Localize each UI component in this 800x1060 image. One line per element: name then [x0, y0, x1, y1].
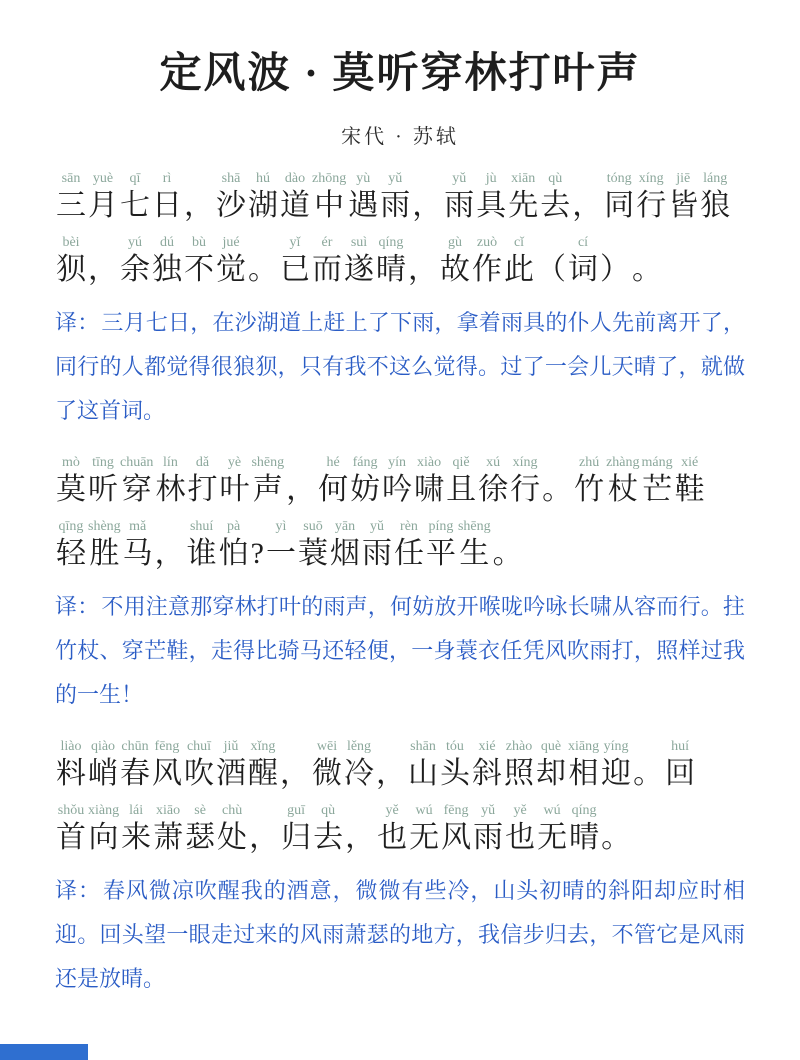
translation-label: 译： — [55, 878, 101, 903]
poem-line-preface-2: 狈bèi， 余yú独dú不bù觉jué。 已yǐ而ér遂suì晴qíng， 故gù作zuò此cǐ（ 词cí） 。 — [56, 235, 662, 286]
poem-title: 定风波 · 莫听穿林打叶声 — [159, 51, 641, 97]
stanza1-section — [55, 455, 745, 569]
poem-line-stanza2-2: 首shǒu向xiàng来lái萧xiāo瑟sè处chù， 归guī去qù， 也yě无wú风fēng雨yǔ也yě无wú晴qíng。 — [56, 803, 632, 854]
translation-preface — [55, 301, 745, 433]
poem-line-preface-1: 三sān月yuè七qī日rì， 沙shā湖hú道dào中zhōng遇yù雨yǔ， 雨yǔ具jù先xiān去qù， 同tóng行xíng皆jiē狼láng — [56, 171, 731, 222]
translation-text: 不用注意那穿林打叶的雨声，何妨放开喉咙吟咏长啸从容而行。拄竹杖、穿芒鞋，走得比骑马还轻便，一身蓑衣任凭风吹雨打，照样过我的一生！ — [55, 594, 745, 707]
translation-label: 译： — [55, 594, 100, 619]
translation-text: 三月七日，在沙湖道上赶上了下雨，拿着雨具的仆人先前离开了，同行的人都觉得很狼狈，只有我不这么觉得。过了一会儿天晴了，就做了这首词。 — [55, 310, 745, 423]
bottom-left-blue-bar — [0, 1044, 88, 1060]
translation-text: 春风微凉吹醒我的酒意，微微有些冷，山头初晴的斜阳却应时相迎。回头望一眼走过来的风雨萧瑟的地方，我信步归去，不管它是风雨还是放晴。 — [55, 878, 745, 991]
preface-section — [55, 171, 745, 285]
poem-author: 宋代 · 苏轼 — [341, 126, 459, 148]
stanza2-section — [55, 739, 745, 853]
translation-label: 译： — [55, 310, 100, 335]
translation-stanza2 — [55, 869, 745, 1001]
poem-line-stanza1-1: 莫mò听tīng穿chuān林lín打dǎ叶yè声shēng， 何hé妨fáng吟yín啸xiào且qiě徐xú行xíng。 竹zhú杖zhàng芒máng鞋xié — [56, 455, 705, 506]
translation-stanza1 — [55, 585, 745, 717]
poem-line-stanza2-1: 料liào峭qiào春chūn风fēng吹chuī酒jiǔ醒xǐng， 微wēi冷lěng， 山shān头tóu斜xié照zhào却què相xiāng迎yíng。 回huí — [56, 739, 696, 790]
poem-line-stanza1-2: 轻qīng胜shèng马mǎ， 谁shuí怕pà? 一yì蓑suō烟yān雨yǔ任rèn平píng生shēng。 — [56, 519, 523, 570]
document-body — [0, 171, 800, 1001]
